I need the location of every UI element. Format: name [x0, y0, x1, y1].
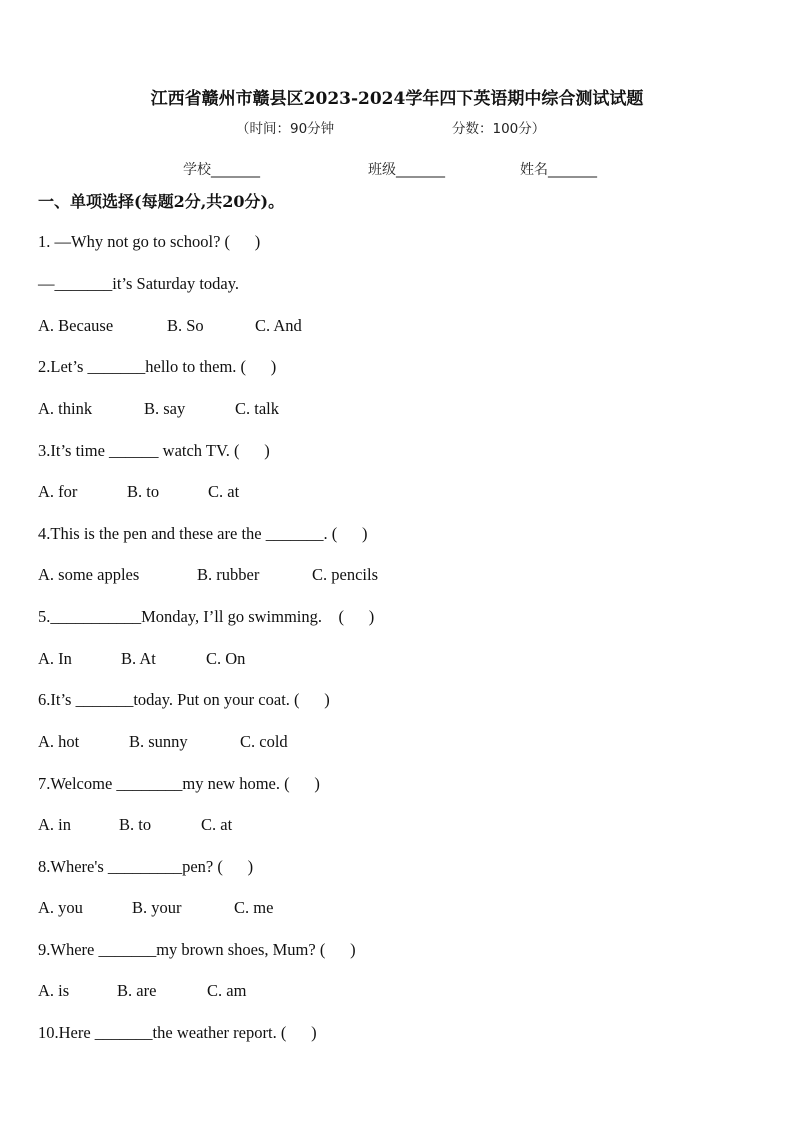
question-1-option-a: A. Because — [38, 316, 114, 335]
question-6: 6.It’s _______today. Put on your coat. ( ) — [38, 690, 330, 709]
question-3-option-b: B. to — [127, 482, 160, 501]
question-8-option-a: A. you — [38, 898, 83, 917]
question-9: 9.Where _______my brown shoes, Mum? ( ) — [38, 940, 356, 959]
question-2-option-a: A. think — [38, 399, 93, 418]
question-2: 2.Let’s _______hello to them. ( ) — [38, 357, 277, 376]
question-3: 3.It’s time ______ watch TV. ( ) — [38, 441, 270, 460]
question-4-option-c: C. pencils — [312, 565, 378, 584]
question-1-response: —_______it’s Saturday today. — [38, 274, 240, 293]
question-10: 10.Here _______the weather report. ( ) — [38, 1023, 317, 1042]
section-heading: 一、单项选择(每题2分,共20分)。 — [38, 192, 285, 211]
exam-time: （时间：90分钟 — [236, 121, 335, 137]
question-2-option-c: C. talk — [235, 399, 279, 418]
question-6-option-b: B. sunny — [129, 732, 188, 751]
question-8-option-b: B. your — [132, 898, 182, 917]
school-field: 学校_______ — [183, 162, 260, 178]
question-9-option-c: C. am — [207, 981, 247, 1000]
question-3-option-a: A. for — [38, 482, 78, 501]
exam-title: 江西省赣州市赣县区2023-2024学年四下英语期中综合测试试题 — [150, 89, 644, 109]
question-7: 7.Welcome ________my new home. ( ) — [38, 774, 320, 793]
question-6-option-c: C. cold — [240, 732, 288, 751]
question-9-option-b: B. are — [117, 981, 157, 1000]
question-7-option-c: C. at — [201, 815, 233, 834]
question-9-option-a: A. is — [38, 981, 70, 1000]
question-5: 5.___________Monday, I’ll go swimming. ( ) — [38, 607, 375, 626]
name-field: 姓名_______ — [520, 162, 597, 178]
question-1: 1. —Why not go to school? ( ) — [38, 232, 261, 251]
question-4-option-a: A. some apples — [38, 565, 140, 584]
question-5-option-a: A. In — [38, 649, 72, 668]
question-7-option-b: B. to — [119, 815, 152, 834]
question-7-option-a: A. in — [38, 815, 71, 834]
question-3-option-c: C. at — [208, 482, 240, 501]
question-8-option-c: C. me — [234, 898, 274, 917]
question-6-option-a: A. hot — [38, 732, 80, 751]
question-4: 4.This is the pen and these are the _______. ( ) — [38, 524, 368, 543]
question-1-option-c: C. And — [255, 316, 302, 335]
question-2-option-b: B. say — [144, 399, 186, 418]
question-4-option-b: B. rubber — [197, 565, 260, 584]
question-5-option-c: C. On — [206, 649, 246, 668]
question-1-option-b: B. So — [167, 316, 204, 335]
exam-score: 分数：100分） — [452, 121, 546, 137]
question-5-option-b: B. At — [121, 649, 156, 668]
class-field: 班级_______ — [368, 162, 445, 178]
question-8: 8.Where's _________pen? ( ) — [38, 857, 254, 876]
